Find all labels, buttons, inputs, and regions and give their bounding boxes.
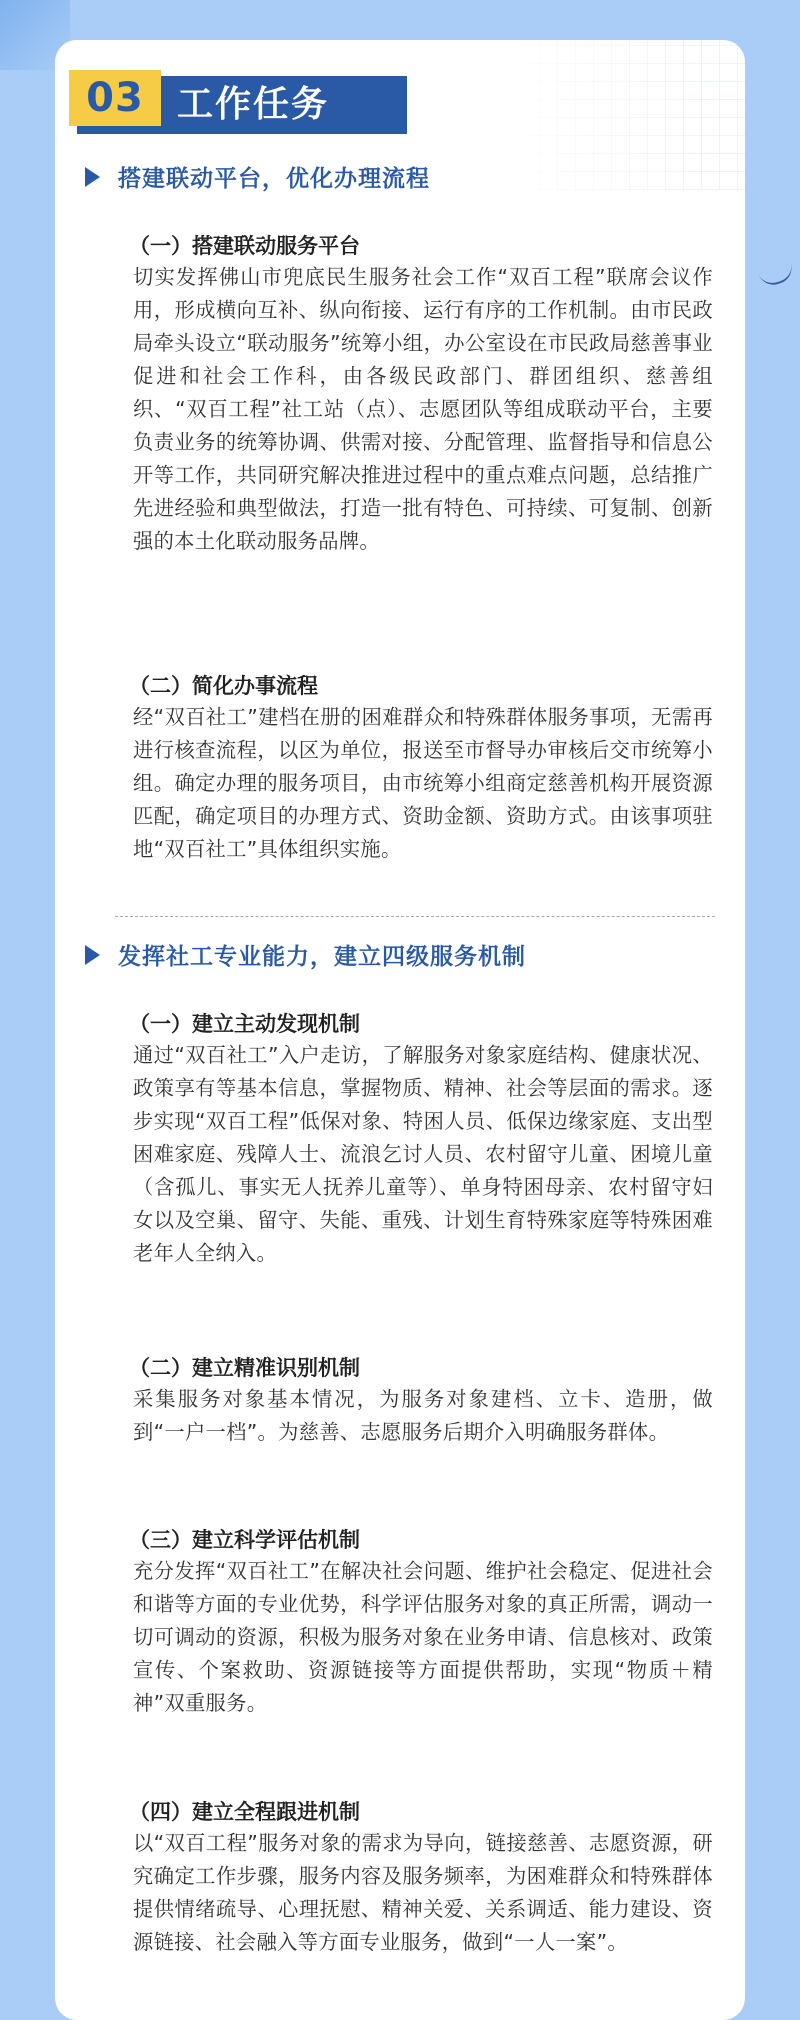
subsection-body: 充分发挥“双百社工”在解决社会问题、维护社会稳定、促进社会和谐等方面的专业优势，科学评估服务对象的真正所需，调动一切可调动的资源，积极为服务对象在业务申请、信息核对、政策宣传、个案救助、资源链接等方面提供帮助，实现“物质＋精神”双重服务。 — [133, 1559, 713, 1715]
section-header-title: 工作任务 — [177, 84, 330, 125]
background-swoosh-decoration — [758, 263, 795, 289]
section-heading-platform — [85, 160, 430, 193]
subsection-title: （一）建立主动发现机制 — [129, 1012, 360, 1036]
section-heading-social-work — [85, 938, 526, 971]
content-card — [55, 40, 745, 2020]
subsection-precise-identification — [129, 1353, 713, 1449]
subsection-title: （二）建立精准识别机制 — [129, 1356, 360, 1380]
subsection-title: （三）建立科学评估机制 — [129, 1528, 360, 1552]
subsection-body: 经“双百社工”建档在册的困难群众和特殊群体服务事项，无需再进行核查流程，以区为单位，报送至市督导办审核后交市统筹小组。确定办理的服务项目，由市统筹小组商定慈善机构开展资源匹配，确定项目的办理方式、资助金额、资助方式。由该事项驻地“双百社工”具体组织实施。 — [133, 705, 713, 861]
subsection-full-follow-up — [129, 1797, 713, 1959]
subsection-body: 切实发挥佛山市兜底民生服务社会工作“双百工程”联席会议作用，形成横向互补、纵向衔接、运行有序的工作机制。由市民政局牵头设立“联动服务”统筹小组，办公室设在市民政局慈善事业促进和社会工作科，由各级民政部门、群团组织、慈善组织、“双百工程”社工站（点）、志愿团队等组成联动平台，主要负责业务的统筹协调、供需对接、分配管理、监督指导和信息公开等工作，共同研究解决推进过程中的重点难点问题，总结推广先进经验和典型做法，打造一批有特色、可持续、可复制、创新强的本土化联动服务品牌。 — [133, 265, 713, 553]
section-header — [77, 76, 407, 134]
section-number-badge — [69, 70, 161, 126]
subsection-body: 通过“双百社工”入户走访，了解服务对象家庭结构、健康状况、政策享有等基本信息，掌握物质、精神、社会等层面的需求。逐步实现“双百工程”低保对象、特困人员、低保边缘家庭、支出型困难家庭、残障人士、流浪乞讨人员、农村留守儿童、困境儿童（含孤儿、事实无人抚养儿童等）、单身特困母亲、农村留守妇女以及空巢、留守、失能、重残、计划生育特殊家庭等特殊困难老年人全纳入。 — [133, 1043, 713, 1265]
subsection-body: 采集服务对象基本情况，为服务对象建档、立卡、造册，做到“一户一档”。为慈善、志愿服务后期介入明确服务群体。 — [133, 1387, 713, 1444]
subsection-body: 以“双百工程”服务对象的需求为导向，链接慈善、志愿资源，研究确定工作步骤，服务内容及服务频率，为困难群众和特殊群体提供情绪疏导、心理抚慰、精神关爱、关系调适、能力建设、资源链接、社会融入等方面专业服务，做到“一人一案”。 — [133, 1831, 713, 1954]
triangle-bullet-icon — [85, 167, 100, 187]
grid-decoration — [485, 40, 745, 190]
section-number: 03 — [86, 75, 144, 121]
subsection-simplify-process — [129, 671, 713, 866]
subsection-platform — [129, 231, 713, 558]
section-title: 搭建联动平台，优化办理流程 — [118, 166, 430, 192]
subsection-title: （四）建立全程跟进机制 — [129, 1800, 360, 1824]
subsection-title: （二）简化办事流程 — [129, 674, 318, 698]
subsection-scientific-assessment — [129, 1525, 713, 1720]
subsection-title: （一）搭建联动服务平台 — [129, 234, 360, 258]
triangle-bullet-icon — [85, 945, 100, 965]
section-title: 发挥社工专业能力，建立四级服务机制 — [118, 944, 526, 970]
subsection-active-discovery — [129, 1009, 713, 1270]
dashed-divider — [115, 916, 715, 917]
